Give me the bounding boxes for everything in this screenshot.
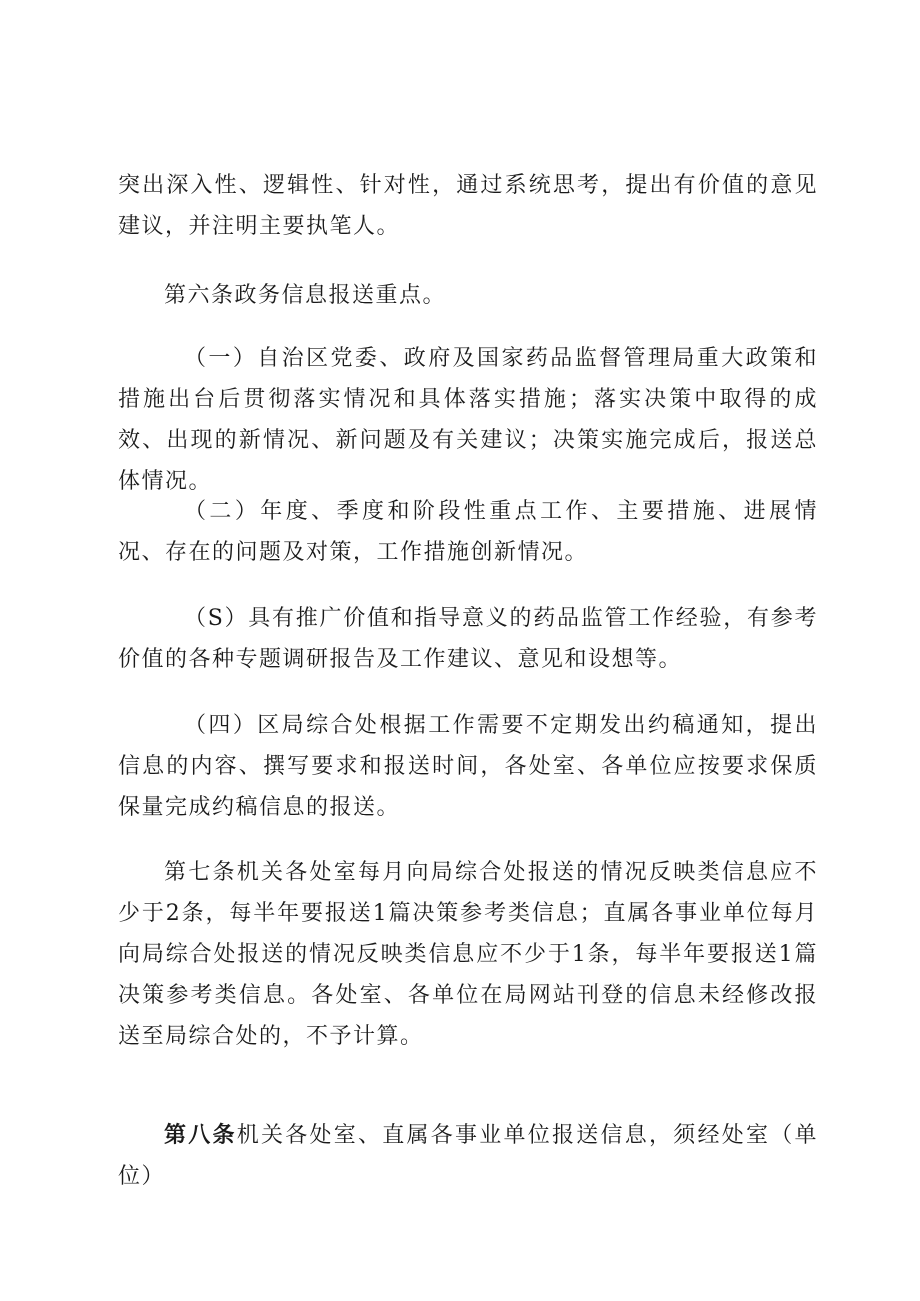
article-8: [118, 1115, 818, 1197]
article-8-text: 机关各处室、直属各事业单位报送信息，须经处室（单位）: [118, 1123, 818, 1189]
article-6-item-3: （S）具有推广价值和指导意义的药品监管工作经验，有参考价值的各种专题调研报告及工作建议、意见和设想等。: [118, 606, 818, 672]
article-7: 第七条机关各处室每月向局综合处报送的情况反映类信息应不少于2条，每半年要报送1篇决策参考类信息；直属各事业单位每月向局综合处报送的情况反映类信息应不少于1条，每半年要报送1篇决策参考类信息。各处室、各单位在局网站刊登的信息未经修改报送至局综合处的，不予计算。: [118, 860, 818, 1049]
article-6-item-2: （二）年度、季度和阶段性重点工作、主要措施、进展情况、存在的问题及对策，工作措施创新情况。: [118, 499, 818, 565]
article-6-item-1: （一）自治区党委、政府及国家药品监督管理局重大政策和措施出台后贯彻落实情况和具体落实措施；落实决策中取得的成效、出现的新情况、新问题及有关建议；决策实施完成后，报送总体情况。: [118, 346, 818, 494]
paragraph-continuation: 突出深入性、逻辑性、针对性，通过系统思考，提出有价值的意见建议，并注明主要执笔人。: [118, 173, 818, 239]
article-6-item-4: （四）区局综合处根据工作需要不定期发出约稿通知，提出信息的内容、撰写要求和报送时间，各处室、各单位应按要求保质保量完成约稿信息的报送。: [118, 713, 818, 820]
article-8-lead: 第八条: [164, 1122, 237, 1148]
article-6-heading: 第六条政务信息报送重点。: [164, 283, 447, 308]
